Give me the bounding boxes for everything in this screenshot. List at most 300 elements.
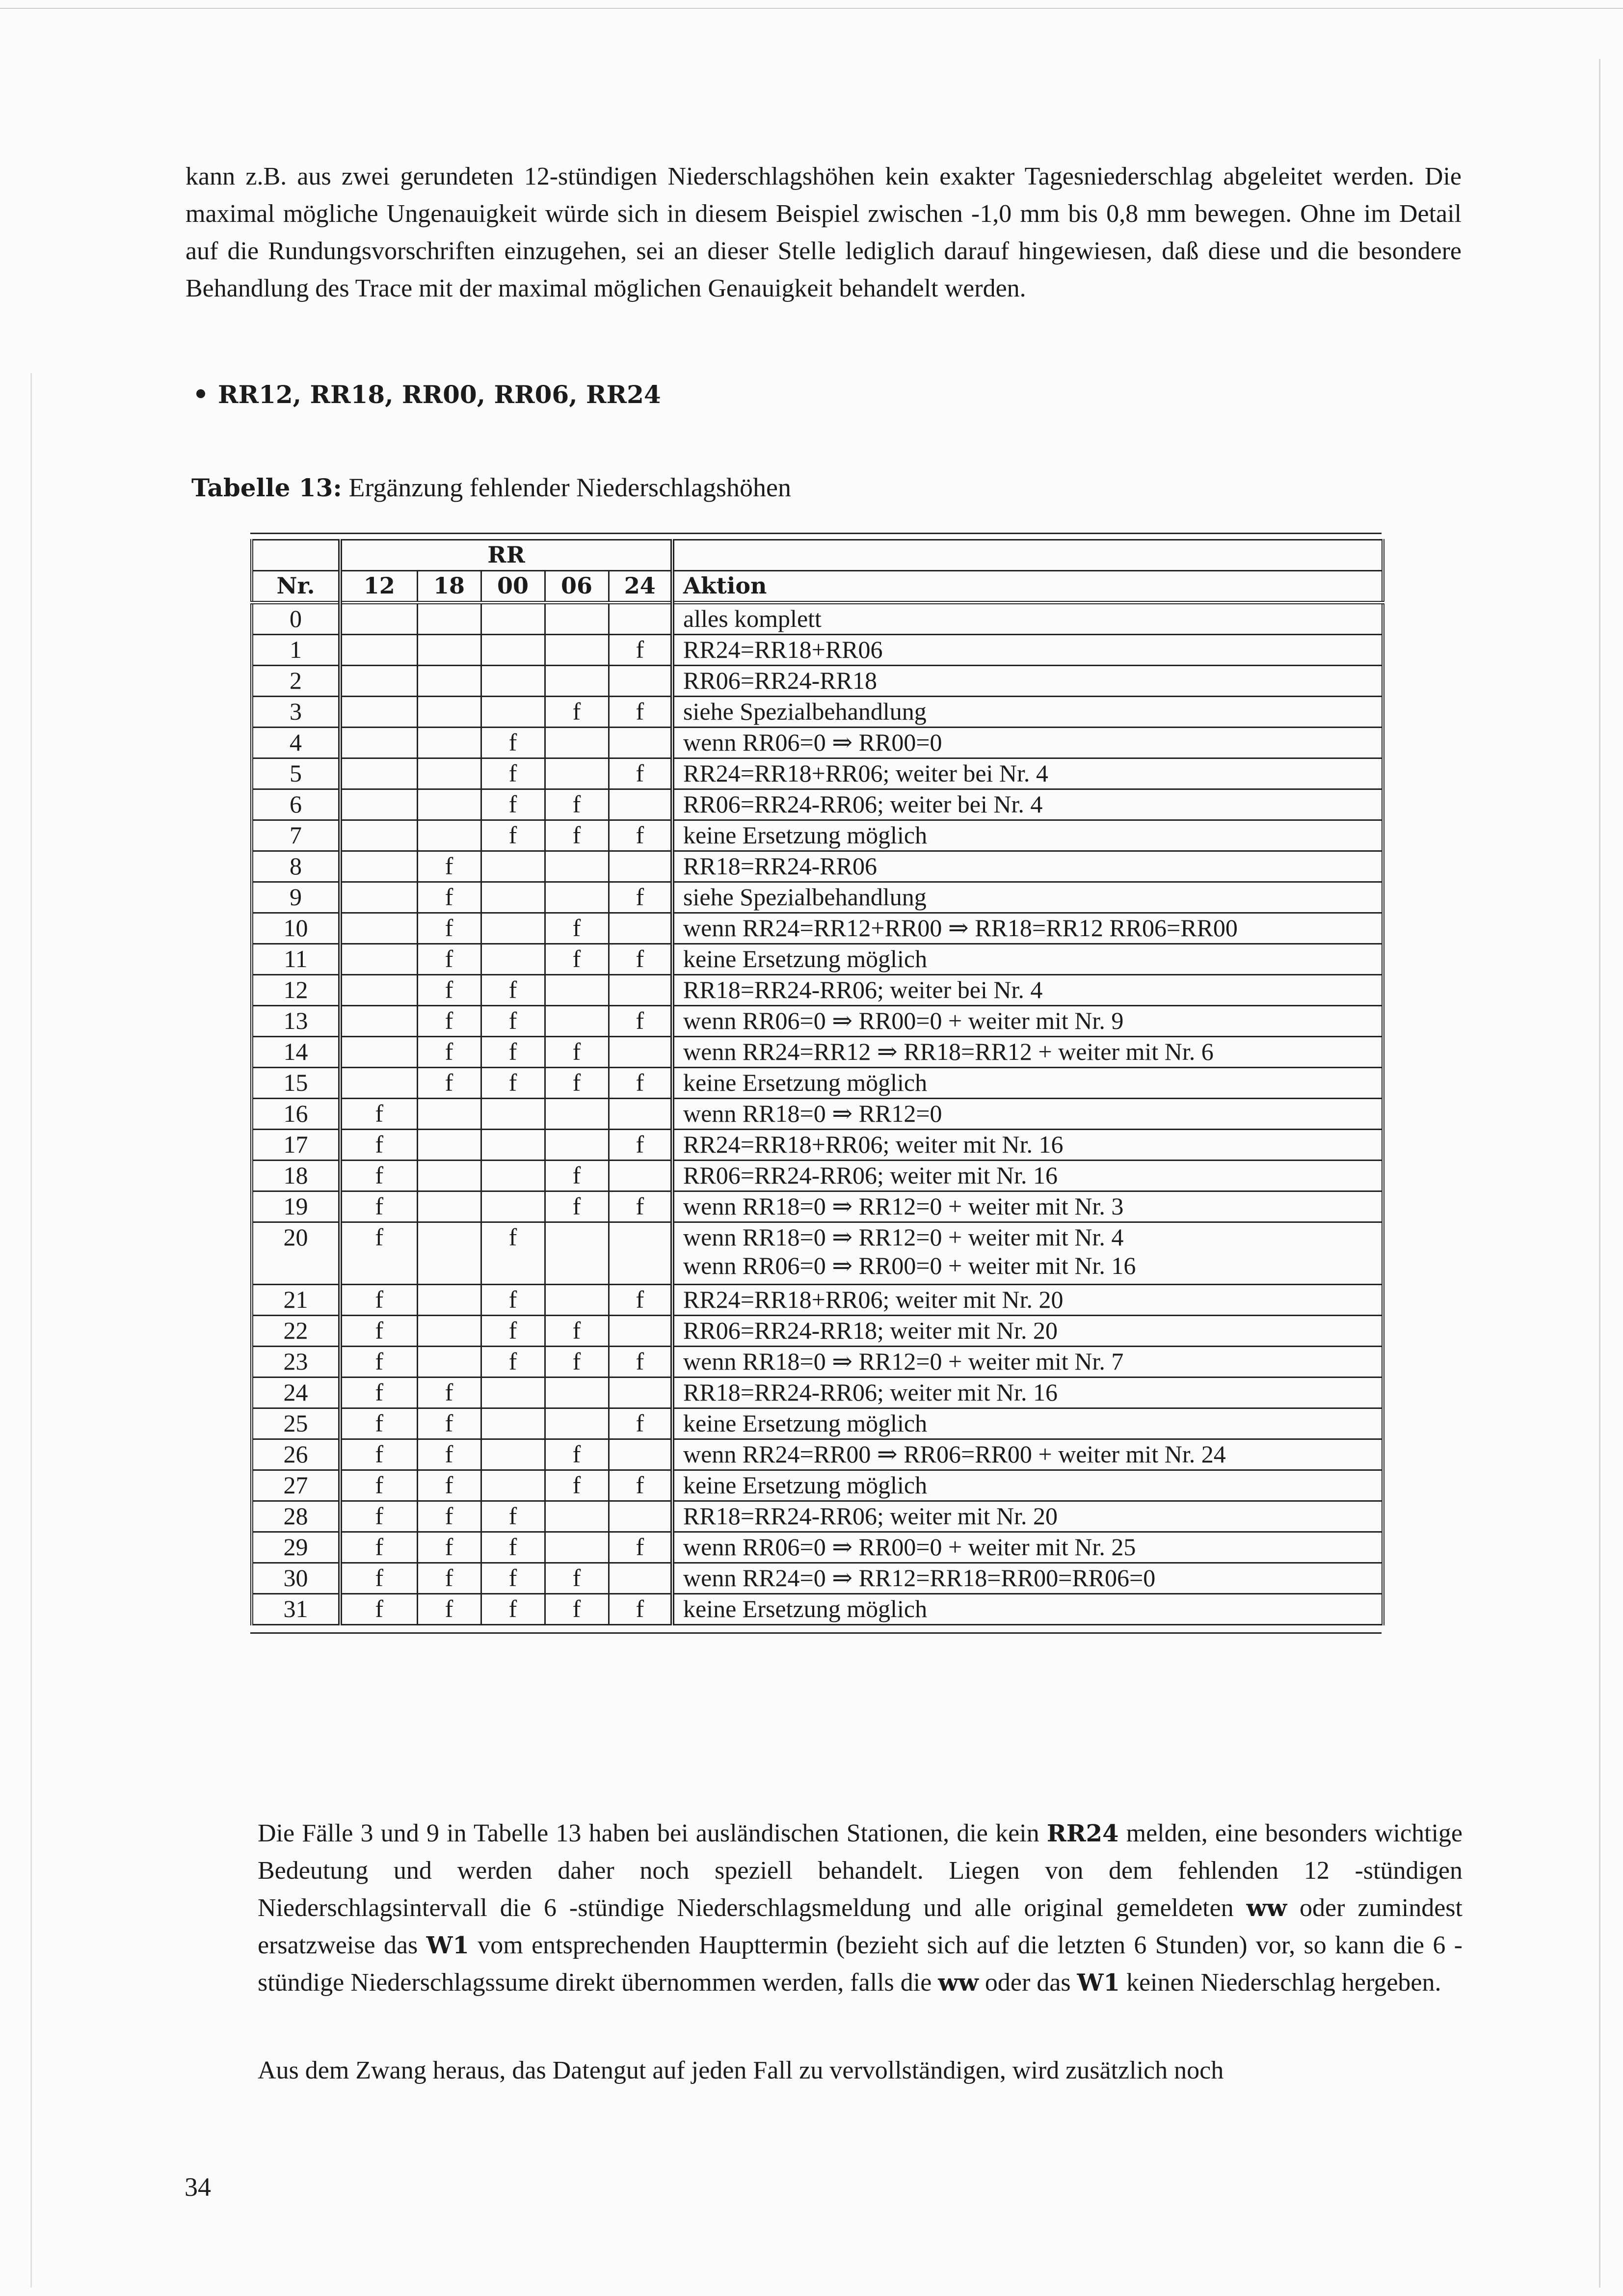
row-action-text: RR18=RR24-RR06; weiter mit Nr. 16: [683, 1378, 1058, 1406]
row-flag-06: [545, 603, 609, 635]
row-flag-00: f: [481, 1532, 545, 1563]
row-action-text: keine Ersetzung möglich: [683, 1409, 928, 1437]
row-flag-00: [481, 603, 545, 635]
row-action-text: alles komplett: [683, 605, 822, 632]
row-action: [672, 1408, 1383, 1439]
row-action-text: RR18=RR24-RR06; weiter mit Nr. 20: [683, 1502, 1058, 1530]
row-flag-12: [340, 728, 417, 758]
row-flag-00: [481, 697, 545, 728]
row-flag-24: [609, 1563, 672, 1594]
row-flag-18: f: [417, 1563, 481, 1594]
row-flag-18: f: [417, 1037, 481, 1068]
row-flag-18: f: [417, 882, 481, 913]
row-action: [672, 944, 1383, 975]
row-flag-18: [417, 1161, 481, 1191]
row-flag-06: [545, 1222, 609, 1285]
row-flag-24: f: [609, 1594, 672, 1625]
row-flag-06: f: [545, 1068, 609, 1099]
table-row: [252, 1099, 1383, 1130]
row-flag-24: [609, 1316, 672, 1347]
table-row: [252, 603, 1383, 635]
row-action-text: siehe Spezialbehandlung: [683, 883, 927, 911]
page-number: 34: [185, 2172, 211, 2202]
row-flag-12: [340, 1037, 417, 1068]
table-row: [252, 1130, 1383, 1161]
table-row: [252, 789, 1383, 820]
row-flag-18: [417, 789, 481, 820]
header-nr-blank: [252, 540, 340, 571]
table-row: [252, 1191, 1383, 1222]
row-flag-12: [340, 1006, 417, 1037]
row-flag-24: f: [609, 1130, 672, 1161]
row-action: [672, 1563, 1383, 1594]
row-action: [672, 1501, 1383, 1532]
table-13: [250, 533, 1382, 1634]
row-action: [672, 666, 1383, 697]
row-flag-24: f: [609, 1408, 672, 1439]
row-flag-00: f: [481, 789, 545, 820]
table-caption-label: Tabelle 13:: [191, 473, 342, 502]
row-nr: 22: [252, 1316, 340, 1347]
row-action-text: wenn RR24=RR00 ⇒ RR06=RR00 + weiter mit Nr. 24: [683, 1440, 1226, 1468]
row-action: [672, 1191, 1383, 1222]
row-flag-00: [481, 1470, 545, 1501]
row-nr: 20: [252, 1222, 340, 1285]
table-row: [252, 944, 1383, 975]
row-action-text: RR18=RR24-RR06: [683, 852, 877, 880]
row-flag-00: f: [481, 1501, 545, 1532]
row-nr: 8: [252, 851, 340, 882]
p1-text-1: Die Fälle 3 und 9 in Tabelle 13 haben bei ausländischen Stationen, die kein: [258, 1819, 1047, 1847]
row-action-text: wenn RR06=0 ⇒ RR00=0 + weiter mit Nr. 25: [683, 1533, 1136, 1561]
p1-bold-ww: ww: [1246, 1894, 1287, 1922]
row-flag-12: [340, 666, 417, 697]
row-flag-24: [609, 1222, 672, 1285]
row-action: [672, 789, 1383, 820]
row-flag-24: f: [609, 944, 672, 975]
row-flag-06: [545, 851, 609, 882]
row-flag-24: [609, 913, 672, 944]
row-flag-18: [417, 820, 481, 851]
row-flag-12: [340, 820, 417, 851]
row-nr: 0: [252, 603, 340, 635]
row-flag-12: [340, 851, 417, 882]
row-action: [672, 1161, 1383, 1191]
row-flag-12: [340, 758, 417, 789]
row-action: [672, 1532, 1383, 1563]
row-flag-00: f: [481, 820, 545, 851]
row-flag-06: [545, 1408, 609, 1439]
row-flag-12: f: [340, 1439, 417, 1470]
followup-paragraph-2: Aus dem Zwang heraus, das Datengut auf jeden Fall zu vervollständigen, wird zusätzlich noch: [258, 2056, 1224, 2084]
row-action: [672, 1130, 1383, 1161]
row-nr: 19: [252, 1191, 340, 1222]
row-action: [672, 1347, 1383, 1378]
row-flag-18: [417, 1191, 481, 1222]
row-flag-18: f: [417, 1594, 481, 1625]
row-flag-24: [609, 1037, 672, 1068]
bullet-heading: [196, 378, 661, 410]
row-flag-00: [481, 666, 545, 697]
row-flag-24: [609, 1099, 672, 1130]
row-nr: 3: [252, 697, 340, 728]
table-row: [252, 882, 1383, 913]
row-nr: 27: [252, 1470, 340, 1501]
row-action-text: wenn RR18=0 ⇒ RR12=0 + weiter mit Nr. 3: [683, 1192, 1124, 1220]
row-flag-06: [545, 1285, 609, 1316]
row-flag-06: [545, 1378, 609, 1408]
row-flag-00: [481, 635, 545, 666]
row-action-text: keine Ersetzung möglich: [683, 1471, 928, 1499]
row-nr: 14: [252, 1037, 340, 1068]
row-flag-12: [340, 603, 417, 635]
table-row: [252, 1222, 1383, 1285]
row-flag-06: [545, 1532, 609, 1563]
row-flag-00: f: [481, 1316, 545, 1347]
intro-paragraph: kann z.B. aus zwei gerundeten 12-stündigen Niederschlagshöhen kein exakter Tagesniederschlag abgeleitet werden. Die maximal mögliche Ungenauigkeit würde sich in diesem Beispiel zwischen -1,0 mm bis 0,8 mm bewegen. Ohne im Detail auf die Rundungsvorschriften einzugehen, sei an dieser Stelle lediglich darauf hingewiesen, daß diese und die besondere Behandlung des Trace mit der maximal möglichen Genauigkeit behandelt werden.: [186, 162, 1462, 302]
row-flag-24: [609, 603, 672, 635]
row-nr: 18: [252, 1161, 340, 1191]
row-flag-00: [481, 944, 545, 975]
p1-bold-ww-2: ww: [938, 1969, 979, 1997]
header-rr-group: RR: [340, 540, 672, 571]
row-flag-06: [545, 1099, 609, 1130]
row-flag-06: f: [545, 1037, 609, 1068]
row-flag-00: f: [481, 1563, 545, 1594]
row-flag-06: f: [545, 944, 609, 975]
row-flag-18: f: [417, 913, 481, 944]
row-nr: 4: [252, 728, 340, 758]
row-action: [672, 1006, 1383, 1037]
scan-margin-line: [1599, 59, 1600, 2288]
row-nr: 5: [252, 758, 340, 789]
row-flag-00: f: [481, 1347, 545, 1378]
row-action: [672, 913, 1383, 944]
p1-bold-rr24: RR24: [1046, 1820, 1119, 1847]
row-flag-00: f: [481, 1037, 545, 1068]
row-flag-12: f: [340, 1222, 417, 1285]
row-nr: 11: [252, 944, 340, 975]
row-flag-18: [417, 635, 481, 666]
row-action-text: wenn RR18=0 ⇒ RR12=0: [683, 1100, 942, 1127]
row-action: [672, 1470, 1383, 1501]
row-flag-18: [417, 758, 481, 789]
table-row: [252, 820, 1383, 851]
row-flag-00: f: [481, 1068, 545, 1099]
row-action: [672, 1222, 1383, 1285]
row-flag-06: [545, 1130, 609, 1161]
row-flag-12: f: [340, 1594, 417, 1625]
row-nr: 7: [252, 820, 340, 851]
row-nr: 15: [252, 1068, 340, 1099]
table-row: [252, 975, 1383, 1006]
row-flag-24: f: [609, 1347, 672, 1378]
row-flag-00: [481, 1099, 545, 1130]
table-row: [252, 1594, 1383, 1625]
row-flag-24: [609, 1161, 672, 1191]
row-nr: 21: [252, 1285, 340, 1316]
row-flag-24: [609, 728, 672, 758]
row-flag-18: [417, 603, 481, 635]
row-action-text: wenn RR18=0 ⇒ RR12=0 + weiter mit Nr. 4: [683, 1223, 1124, 1251]
row-flag-00: f: [481, 758, 545, 789]
table-row: [252, 728, 1383, 758]
row-action-text: wenn RR06=0 ⇒ RR00=0: [683, 729, 942, 756]
header-action: Aktion: [672, 571, 1383, 603]
row-flag-18: [417, 1222, 481, 1285]
row-flag-24: f: [609, 1006, 672, 1037]
row-nr: 6: [252, 789, 340, 820]
row-action: [672, 851, 1383, 882]
row-action-text: siehe Spezialbehandlung: [683, 698, 927, 725]
row-flag-18: [417, 728, 481, 758]
row-action-text: RR06=RR24-RR06; weiter bei Nr. 4: [683, 790, 1043, 818]
row-flag-24: f: [609, 1068, 672, 1099]
row-flag-06: [545, 1006, 609, 1037]
row-flag-12: f: [340, 1408, 417, 1439]
row-flag-00: f: [481, 1222, 545, 1285]
p1-text-2: melden, eine besonders wichtige Bedeutung und werden daher noch speziell behandelt. Liegen von dem fehlenden 12 -stündigen Niederschlagsintervall die 6 -stündige Niederschlagsmeldung und alle original gemeldeten: [258, 1819, 1463, 1922]
row-flag-12: f: [340, 1099, 417, 1130]
row-action-text: wenn RR24=RR12+RR00 ⇒ RR18=RR12 RR06=RR00: [683, 914, 1238, 942]
row-flag-24: [609, 1501, 672, 1532]
row-flag-18: [417, 1285, 481, 1316]
row-flag-06: f: [545, 1161, 609, 1191]
row-flag-12: [340, 1068, 417, 1099]
row-flag-00: [481, 1130, 545, 1161]
row-flag-12: [340, 882, 417, 913]
row-action-text: RR24=RR18+RR06: [683, 636, 883, 663]
row-flag-12: f: [340, 1347, 417, 1378]
row-flag-24: [609, 1378, 672, 1408]
row-flag-18: [417, 1130, 481, 1161]
table-row: [252, 1068, 1383, 1099]
row-action: [672, 1594, 1383, 1625]
row-flag-00: [481, 1408, 545, 1439]
table-row: [252, 1037, 1383, 1068]
row-action-text: RR06=RR24-RR18; weiter mit Nr. 20: [683, 1317, 1058, 1344]
row-action-text: wenn RR18=0 ⇒ RR12=0 + weiter mit Nr. 7: [683, 1348, 1124, 1375]
row-flag-18: [417, 1099, 481, 1130]
row-action-text: wenn RR24=0 ⇒ RR12=RR18=RR00=RR06=0: [683, 1564, 1156, 1592]
row-flag-00: f: [481, 1594, 545, 1625]
row-flag-00: f: [481, 1006, 545, 1037]
p1-text-6: keinen Niederschlag hergeben.: [1119, 1969, 1441, 1997]
row-action-text: RR24=RR18+RR06; weiter mit Nr. 20: [683, 1286, 1064, 1313]
row-flag-06: f: [545, 913, 609, 944]
table-row: [252, 1006, 1383, 1037]
row-flag-18: f: [417, 1408, 481, 1439]
header-nr: Nr.: [252, 571, 340, 603]
header-rr12: 12: [340, 571, 417, 603]
row-flag-06: [545, 975, 609, 1006]
table-body: [252, 603, 1383, 1625]
row-nr: 31: [252, 1594, 340, 1625]
header-rr24: 24: [609, 571, 672, 603]
row-nr: 17: [252, 1130, 340, 1161]
row-flag-18: [417, 1347, 481, 1378]
row-flag-06: f: [545, 1191, 609, 1222]
row-nr: 26: [252, 1439, 340, 1470]
row-flag-24: f: [609, 882, 672, 913]
row-nr: 24: [252, 1378, 340, 1408]
row-flag-18: [417, 1316, 481, 1347]
table-row: [252, 1532, 1383, 1563]
row-flag-18: f: [417, 944, 481, 975]
row-flag-12: f: [340, 1316, 417, 1347]
row-flag-06: [545, 666, 609, 697]
row-flag-12: f: [340, 1130, 417, 1161]
p1-text-5: oder das: [978, 1969, 1077, 1997]
row-flag-12: [340, 635, 417, 666]
row-action: [672, 1316, 1383, 1347]
table-row: [252, 851, 1383, 882]
row-action-text-2: wenn RR06=0 ⇒ RR00=0 + weiter mit Nr. 16: [683, 1252, 1136, 1279]
table-bottom-rule: [250, 1632, 1382, 1634]
followup-paragraph-1: [258, 1815, 1463, 2001]
row-action-text: RR18=RR24-RR06; weiter bei Nr. 4: [683, 976, 1043, 1003]
row-flag-24: [609, 851, 672, 882]
row-action: [672, 758, 1383, 789]
row-nr: 1: [252, 635, 340, 666]
row-flag-00: [481, 1191, 545, 1222]
row-flag-18: f: [417, 851, 481, 882]
row-flag-06: [545, 882, 609, 913]
row-action: [672, 635, 1383, 666]
table-row: [252, 1563, 1383, 1594]
row-flag-18: f: [417, 1532, 481, 1563]
table-row: [252, 1439, 1383, 1470]
row-nr: 9: [252, 882, 340, 913]
table-caption: [191, 472, 791, 503]
row-flag-18: f: [417, 1378, 481, 1408]
row-flag-24: f: [609, 820, 672, 851]
row-flag-06: f: [545, 789, 609, 820]
row-flag-18: [417, 666, 481, 697]
row-flag-06: f: [545, 1347, 609, 1378]
row-flag-12: f: [340, 1191, 417, 1222]
row-action: [672, 1285, 1383, 1316]
row-flag-24: [609, 1439, 672, 1470]
p1-text-4: vom entsprechenden Haupttermin (bezieht sich auf die letzten 6 Stunden) vor, so kann die 6 -stündige Niederschlagssume direkt übernommen werden, falls die: [258, 1931, 1463, 1997]
row-action: [672, 603, 1383, 635]
row-action-text: keine Ersetzung möglich: [683, 1595, 928, 1622]
row-flag-06: f: [545, 1594, 609, 1625]
table-caption-text: Ergänzung fehlender Niederschlagshöhen: [342, 473, 791, 502]
row-action-text: wenn RR06=0 ⇒ RR00=0 + weiter mit Nr. 9: [683, 1007, 1124, 1034]
row-flag-00: [481, 913, 545, 944]
row-flag-24: [609, 975, 672, 1006]
scan-edge-line: [0, 8, 1623, 9]
row-flag-24: f: [609, 635, 672, 666]
row-nr: 10: [252, 913, 340, 944]
row-action: [672, 1439, 1383, 1470]
row-flag-12: [340, 944, 417, 975]
table-grid: [250, 539, 1384, 1625]
row-action-text: keine Ersetzung möglich: [683, 821, 928, 849]
table-row: [252, 1316, 1383, 1347]
row-flag-00: f: [481, 975, 545, 1006]
row-flag-12: f: [340, 1532, 417, 1563]
row-flag-24: f: [609, 1285, 672, 1316]
row-action: [672, 728, 1383, 758]
row-flag-12: [340, 789, 417, 820]
row-nr: 23: [252, 1347, 340, 1378]
row-flag-00: f: [481, 728, 545, 758]
row-action-text: RR24=RR18+RR06; weiter mit Nr. 16: [683, 1131, 1064, 1158]
header-rr18: 18: [417, 571, 481, 603]
table-row: [252, 1470, 1383, 1501]
table-top-rule: [250, 533, 1382, 534]
row-flag-18: f: [417, 1501, 481, 1532]
table-row: [252, 913, 1383, 944]
row-flag-12: [340, 913, 417, 944]
table-header-row: [252, 571, 1383, 603]
header-action-blank: [672, 540, 1383, 571]
row-action-text: wenn RR24=RR12 ⇒ RR18=RR12 + weiter mit Nr. 6: [683, 1038, 1214, 1065]
row-flag-18: f: [417, 975, 481, 1006]
row-flag-12: [340, 975, 417, 1006]
row-flag-00: [481, 1439, 545, 1470]
row-flag-24: f: [609, 697, 672, 728]
row-flag-24: [609, 789, 672, 820]
table-row: [252, 635, 1383, 666]
row-flag-00: [481, 1161, 545, 1191]
row-flag-12: f: [340, 1161, 417, 1191]
row-flag-12: f: [340, 1501, 417, 1532]
row-nr: 2: [252, 666, 340, 697]
row-flag-00: f: [481, 1285, 545, 1316]
row-flag-12: f: [340, 1285, 417, 1316]
row-action-text: keine Ersetzung möglich: [683, 1069, 928, 1096]
row-flag-06: f: [545, 1316, 609, 1347]
table-row: [252, 697, 1383, 728]
row-flag-12: f: [340, 1378, 417, 1408]
row-flag-06: f: [545, 1470, 609, 1501]
row-action-text: RR06=RR24-RR06; weiter mit Nr. 16: [683, 1162, 1058, 1189]
row-flag-18: f: [417, 1068, 481, 1099]
row-flag-12: f: [340, 1563, 417, 1594]
row-flag-06: [545, 728, 609, 758]
row-action: [672, 1068, 1383, 1099]
row-nr: 28: [252, 1501, 340, 1532]
table-row: [252, 1378, 1383, 1408]
row-flag-06: [545, 758, 609, 789]
table-header-group-row: [252, 540, 1383, 571]
row-flag-24: f: [609, 1532, 672, 1563]
row-flag-24: f: [609, 1191, 672, 1222]
row-flag-06: f: [545, 1439, 609, 1470]
table-row: [252, 1347, 1383, 1378]
row-action-text: keine Ersetzung möglich: [683, 945, 928, 972]
row-flag-06: f: [545, 1563, 609, 1594]
row-nr: 13: [252, 1006, 340, 1037]
table-row: [252, 1501, 1383, 1532]
header-rr06: 06: [545, 571, 609, 603]
row-flag-18: f: [417, 1006, 481, 1037]
row-action: [672, 1378, 1383, 1408]
row-nr: 30: [252, 1563, 340, 1594]
row-action-text: RR06=RR24-RR18: [683, 667, 877, 694]
row-flag-00: [481, 1378, 545, 1408]
p1-bold-w1-2: W1: [1077, 1969, 1120, 1997]
row-action: [672, 1099, 1383, 1130]
row-flag-06: [545, 1501, 609, 1532]
row-nr: 16: [252, 1099, 340, 1130]
row-action: [672, 882, 1383, 913]
row-flag-06: f: [545, 820, 609, 851]
row-action: [672, 975, 1383, 1006]
